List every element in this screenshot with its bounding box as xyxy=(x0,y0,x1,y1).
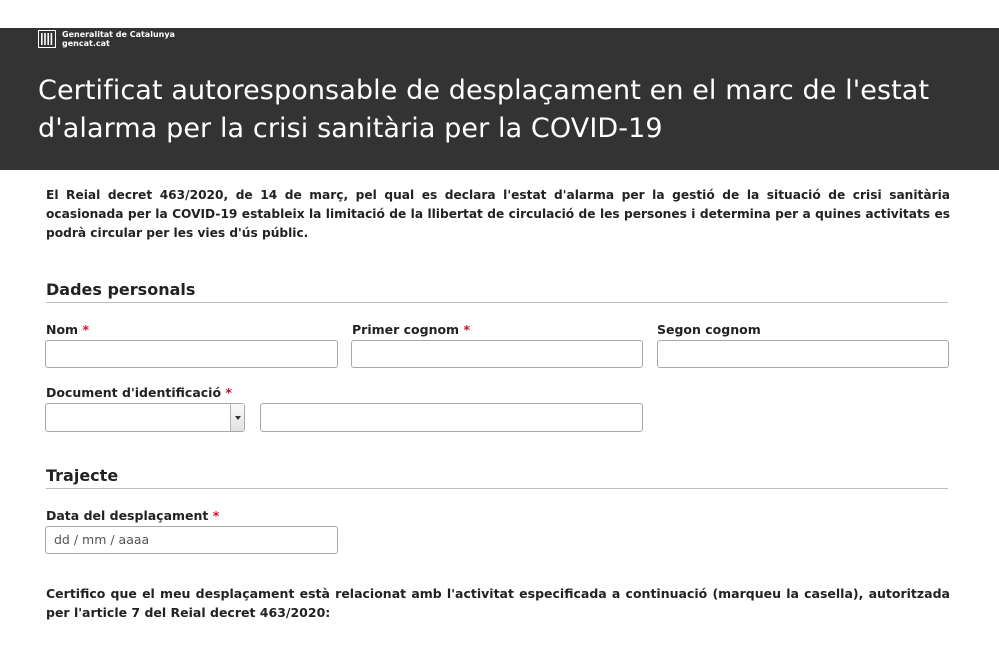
nom-label xyxy=(46,322,89,337)
nom-input[interactable] xyxy=(45,340,338,368)
date-input[interactable]: dd / mm / aaaa xyxy=(45,526,338,554)
document-type-select[interactable] xyxy=(45,403,245,432)
brand-domain: gencat.cat xyxy=(62,39,110,48)
document-number-input[interactable] xyxy=(260,403,643,432)
data-desplacament-label xyxy=(46,508,219,523)
segon-cognom-input[interactable] xyxy=(657,340,949,368)
required-marker: * xyxy=(225,385,232,400)
nom-label-text: Nom xyxy=(46,322,79,337)
document-label-text: Document d'identificació xyxy=(46,385,222,400)
chevron-down-icon[interactable] xyxy=(230,404,244,431)
generalitat-logo-icon xyxy=(38,30,56,48)
document-label xyxy=(46,385,232,400)
required-marker: * xyxy=(82,322,89,337)
brand[interactable] xyxy=(38,30,175,48)
primer-cognom-label-text: Primer cognom xyxy=(352,322,460,337)
certify-text: Certifico que el meu desplaçament està relacionat amb l'activitat especificada a continuació (marqueu la casella), autoritzada per l'article 7 del Reial decret 463/2020: xyxy=(46,586,950,620)
brand-name: Generalitat de Catalunya xyxy=(62,30,175,39)
page-title: Certificat autoresponsable de desplaçament en el marc de l'estat d'alarma per la crisi sanitària per la COVID-19 xyxy=(38,75,930,144)
primer-cognom-label xyxy=(352,322,470,337)
segon-cognom-label-text: Segon cognom xyxy=(657,322,761,337)
required-marker: * xyxy=(212,508,220,523)
intro-paragraph: El Reial decret 463/2020, de 14 de març, pel qual es declara l'estat d'alarma per la gestió de la situació de crisi sanitària ocasionada per la COVID-19 estableix la limitació de la llibertat de circulació de les persones i determina per a quines activitats es podrà circular per les vies d'ús públic. xyxy=(46,188,950,240)
segon-cognom-label xyxy=(657,322,761,337)
required-marker: * xyxy=(463,322,470,337)
section-title-trajecte: Trajecte xyxy=(46,466,948,489)
section-title-dades-personals: Dades personals xyxy=(46,280,948,303)
page-header xyxy=(0,28,999,170)
primer-cognom-input[interactable] xyxy=(351,340,643,368)
data-desplacament-label-text: Data del desplaçament xyxy=(46,508,209,523)
brand-text xyxy=(62,30,175,48)
